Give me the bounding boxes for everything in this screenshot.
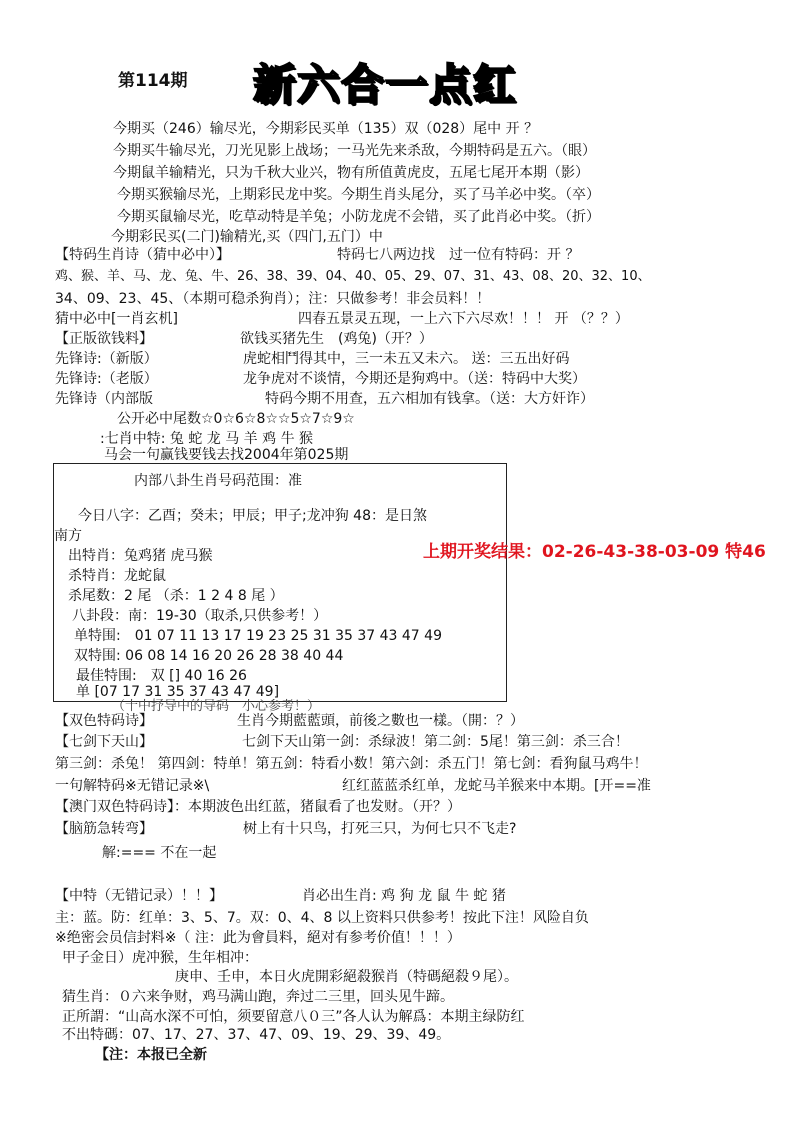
box-row: 双特围: 06 08 14 16 20 26 28 38 40 44	[74, 648, 344, 664]
pioneer-label: 先锋诗（内部版	[55, 391, 153, 407]
pioneer-text: 虎蛇相鬥得其中，三一未五又未六。 送：三五出好码	[243, 351, 570, 367]
pioneer-text: 特码今期不用查，五六相加有钱拿。（送：大方奸诈）	[265, 391, 594, 407]
macau-line: 【澳门双色特码诗】：本期波色出红蓝，猪鼠看了也发财。（开？）	[55, 799, 461, 815]
seven-swords-text: 七剑下天山第一剑：杀绿波！第二剑：5尾！第三剑：杀三合！	[242, 734, 629, 750]
riddle-label: 猜中必中[一肖玄机]	[55, 311, 178, 327]
double-color-label: 【双色特码诗】	[55, 713, 153, 729]
riddle-text: 四春五景灵五现，一上六下六尽欢！！！ 开 （？？）	[298, 311, 629, 327]
one-sentence-text: 红红蓝蓝杀红单，龙蛇马羊猴来中本期。[开==准	[342, 778, 651, 794]
brain-teaser-answer: 解:=== 不在一起	[102, 845, 217, 861]
tail-numbers: 公开必中尾数☆0☆6☆8☆☆5☆7☆9☆	[117, 411, 355, 427]
brain-teaser-text: 树上有十只鸟，打死三只，为何七只不飞走?	[243, 821, 517, 837]
seven-swords-label: 【七剑下天山】	[55, 734, 153, 750]
intro-line: 今期买牛输尽光，刀光见影上战场；一马光先来杀敌，今期特码是五六。（眼）	[113, 143, 596, 159]
brain-teaser-label: 【脑筋急转弯】	[55, 821, 153, 837]
money-label: 【正版欲钱料】	[55, 331, 153, 347]
intro-line: 今期鼠羊输精光，只为千秋大业兴，物有所值黄虎皮，五尾七尾开本期（影）	[113, 165, 589, 181]
zhongte-line: 主：蓝。防：红单：3、5、7。双：0、4、8 以上资料只供参考！按此下注！风险自负	[55, 910, 589, 926]
intro-line: 今期彩民买(二门)输精光,买（四门,五门）中	[111, 229, 383, 245]
intro-line: 今期买鼠输尽光，吃草动特是羊兔；小防龙虎不会错，买了此肖必中奖。（折）	[117, 209, 600, 225]
zhongte-text: 肖必出生肖: 鸡 狗 龙 鼠 牛 蛇 猪	[302, 888, 506, 904]
box-row: 杀尾数：2 尾 （杀：1 2 4 8 尾 ）	[68, 588, 284, 604]
money-text: 欲钱买猪先生 (鸡兔)（开？）	[240, 331, 433, 347]
zhongte-line: ※绝密会员信封料※（ 注：此为會員料，絕对有参考价值！！！）	[55, 930, 461, 946]
special-poem-label: 【特码生肖诗（猜中必中）】	[55, 247, 230, 263]
double-color-text: 生肖今期藍藍頭，前後之數也一樣。（開：？）	[237, 713, 524, 729]
pioneer-text: 龙争虎对不谈情，今期还是狗鸡中。（送：特码中大奖）	[243, 371, 586, 387]
zhongte-line: 甲子金日）虎冲猴，生年相冲：	[62, 950, 258, 966]
seven-swords-line: 第三剑：杀兔！ 第四剑：特单！第五剑：特看小数！第六剑：杀五门！第七剑：看狗鼠马鸡牛！	[55, 756, 648, 772]
box-row: 八卦段：南：19-30（取杀,只供参考！）	[72, 608, 328, 624]
one-sentence-label: 一句解特码※无错记录※\	[55, 778, 210, 794]
zhongte-line: 猜生肖：０六来争财，鸡马满山跑，奔过二三里，回头见牛蹄。	[62, 989, 454, 1005]
intro-line: 今期买（246）输尽光，今期彩民买单（135）双（028）尾中 开 ？	[113, 121, 539, 137]
pioneer-label: 先锋诗:（老版）	[55, 371, 158, 387]
zhongte-line: 不出特碼：07、17、27、37、47、09、19、29、39、49。	[62, 1027, 451, 1043]
box-row-cut: （十中抒导中的导码 小心参考！）	[112, 699, 321, 714]
footer-note: 【注：本报已全新	[95, 1047, 207, 1063]
box-row: 出特肖：兔鸡猪 虎马猴	[68, 548, 213, 564]
box-row: 杀特肖：龙蛇鼠	[68, 568, 166, 584]
special-numbers-line: 鸡、猴、羊、马、龙、兔、牛、26、38、39、04、40、05、29、07、31、43、08、20、32、10、	[55, 269, 651, 284]
zhongte-label: 【中特（无错记录）！！】	[55, 888, 223, 904]
pioneer-label: 先锋诗:（新版）	[55, 351, 158, 367]
issue-number: 第114期	[118, 71, 188, 91]
zhongte-line: 正所謂：“山高水深不可怕，须要留意八０三”各人认为解爲：本期主绿防红	[62, 1009, 525, 1025]
horse-club-line: 马会一句赢钱要钱去找2004年第025期	[104, 447, 349, 463]
bagua-box	[53, 463, 507, 714]
box-heading: 内部八卦生肖号码范围：准	[134, 473, 302, 489]
last-draw-result: 上期开奖结果：02-26-43-38-03-09 特46	[423, 542, 766, 562]
seven-zodiac-line: :七肖中特: 兔 蛇 龙 马 羊 鸡 牛 猴	[100, 431, 314, 447]
special-poem-text: 特码七八两边找 过一位有特码：开 ？	[337, 247, 580, 263]
zhongte-line: 庚申、壬申，本日火虎開彩絕殺猴肖（特碼絕殺９尾）。	[175, 969, 518, 985]
box-row: 单 [07 17 31 35 37 43 47 49]	[76, 684, 280, 700]
intro-line: 今期买猴输尽光，上期彩民龙中奖。今期生肖头尾分，买了马羊必中奖。（卒）	[117, 187, 600, 203]
bazi-line: 今日八字：乙酉；癸未；甲辰；甲子;龙冲狗 48：是日煞	[78, 508, 427, 524]
special-numbers-line: 34、09、23、45、（本期可稳杀狗肖）；注：只做参考！非会员料！！	[55, 291, 491, 307]
box-row: 单特围: 01 07 11 13 17 19 23 25 31 35 37 43 47 49	[74, 628, 442, 644]
newspaper-title: 新六合一点红	[253, 60, 518, 109]
box-row: 最佳特围: 双 [] 40 16 26	[76, 668, 247, 684]
bazi-line: 南方	[54, 528, 82, 544]
